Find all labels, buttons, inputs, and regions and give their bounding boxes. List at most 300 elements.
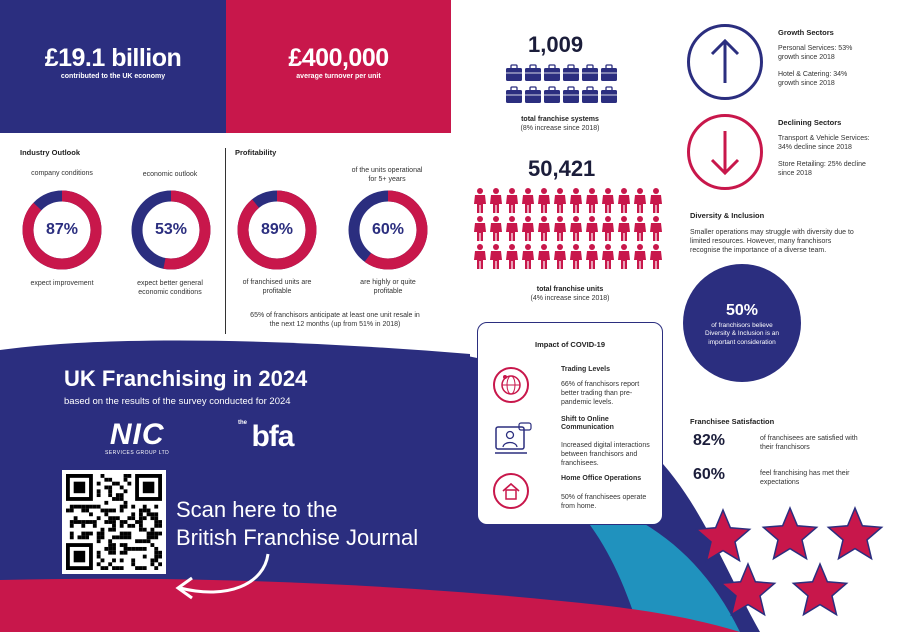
qr-module	[108, 528, 112, 532]
satisfaction-title: Franchisee Satisfaction	[690, 417, 775, 426]
online-text: Increased digital interactions between franchisors and franchisees.	[561, 442, 650, 468]
qr-module	[147, 539, 151, 543]
qr-module	[135, 566, 139, 570]
qr-module	[104, 478, 108, 482]
person-icon	[490, 244, 502, 269]
hero-subtitle: based on the results of the survey conducted for 2024	[64, 396, 291, 407]
person-icon	[602, 216, 614, 241]
qr-module	[97, 532, 101, 536]
qr-module	[124, 501, 128, 505]
qr-module	[85, 509, 89, 513]
person-icon	[522, 244, 534, 269]
person-icon	[554, 216, 566, 241]
qr-module	[116, 493, 120, 497]
qr-module	[70, 532, 74, 536]
briefcase-icon	[525, 65, 541, 81]
qr-module	[108, 493, 112, 497]
qr-module	[104, 486, 108, 490]
qr-module	[101, 535, 105, 539]
briefcase-grid	[505, 64, 617, 106]
turnover-caption: average turnover per unit	[296, 73, 381, 80]
systems-label: total franchise systems	[521, 116, 599, 123]
qr-module	[108, 543, 112, 547]
satisfaction-stat2-value: 60%	[693, 466, 726, 483]
qr-module	[97, 493, 101, 497]
qr-module	[135, 547, 139, 551]
qr-module	[85, 535, 89, 539]
person-icon	[474, 188, 486, 213]
qr-module	[108, 489, 112, 493]
qr-module	[154, 551, 158, 555]
qr-module	[85, 532, 89, 536]
star-icon	[763, 508, 816, 559]
qr-module	[135, 539, 139, 543]
qr-module	[127, 547, 131, 551]
bfa-logo: $^{the}$ bfa	[238, 420, 294, 453]
stars-decoration	[690, 500, 895, 630]
qr-module	[127, 535, 131, 539]
qr-module	[150, 562, 154, 566]
qr-module	[154, 535, 158, 539]
person-icon	[538, 216, 550, 241]
qr-module	[131, 505, 135, 509]
profitable-units-value: 89%	[260, 221, 294, 238]
qr-module	[81, 520, 85, 524]
profitable-units-caption: of franchised units are profitable	[242, 279, 312, 296]
people-grid	[472, 188, 664, 270]
declining-title: Declining Sectors	[778, 118, 842, 127]
qr-module	[101, 532, 105, 536]
units-sub: (4% increase since 2018)	[530, 295, 610, 302]
qr-module	[131, 512, 135, 516]
briefcase-icon	[544, 87, 560, 103]
qr-module	[124, 543, 128, 547]
qr-module	[150, 512, 154, 516]
qr-module	[74, 482, 86, 494]
qr-module	[120, 543, 124, 547]
operational-units-label: of the units operational for 5+ years	[351, 167, 423, 184]
qr-module	[120, 535, 124, 539]
qr-module	[104, 509, 108, 513]
qr-module	[104, 512, 108, 516]
qr-module	[124, 474, 128, 478]
person-icon	[506, 244, 518, 269]
person-icon	[618, 244, 630, 269]
qr-module	[116, 497, 120, 501]
qr-module	[74, 520, 78, 524]
person-icon	[618, 188, 630, 213]
qr-module	[97, 535, 101, 539]
qr-module	[97, 562, 101, 566]
home-title: Home Office Operations	[561, 475, 642, 482]
qr-module	[108, 509, 112, 513]
qr-module	[97, 482, 101, 486]
qr-module	[124, 532, 128, 536]
online-title: Shift to Online Communication	[561, 416, 614, 432]
qr-module	[120, 497, 124, 501]
qr-module	[112, 516, 116, 520]
qr-module	[97, 516, 101, 520]
qr-module	[124, 489, 128, 493]
qr-module	[81, 505, 85, 509]
qr-module	[131, 558, 135, 562]
home-text: 50% of franchisees operate from home.	[561, 494, 647, 511]
qr-module	[78, 505, 82, 509]
qr-module	[81, 535, 85, 539]
briefcase-icon	[544, 65, 560, 81]
qr-module	[116, 535, 120, 539]
person-icon	[634, 188, 646, 213]
operational-units-caption: are highly or quite profitable	[360, 279, 416, 296]
person-icon	[506, 188, 518, 213]
qr-module	[124, 535, 128, 539]
qr-module	[89, 520, 93, 524]
qr-module	[116, 482, 120, 486]
economy-banner	[0, 0, 226, 133]
qr-module	[104, 566, 108, 570]
briefcase-icon	[582, 65, 598, 81]
qr-module	[150, 516, 154, 520]
qr-module	[104, 520, 108, 524]
qr-module	[154, 505, 158, 509]
hero-title: UK Franchising in 2024	[64, 366, 308, 391]
qr-module	[101, 509, 105, 513]
qr-module	[112, 528, 116, 532]
qr-module	[120, 505, 124, 509]
qr-module	[108, 562, 112, 566]
qr-module	[124, 520, 128, 524]
qr-module	[104, 501, 108, 505]
qr-module	[158, 562, 162, 566]
qr-module	[112, 520, 116, 524]
briefcase-icon	[506, 87, 522, 103]
person-icon	[570, 216, 582, 241]
qr-module	[158, 555, 162, 559]
qr-module	[74, 516, 78, 520]
qr-module	[127, 516, 131, 520]
qr-module	[70, 509, 74, 513]
person-icon	[522, 216, 534, 241]
qr-module	[131, 562, 135, 566]
qr-module	[120, 524, 124, 528]
qr-module	[108, 478, 112, 482]
qr-module	[127, 474, 131, 478]
qr-module	[139, 547, 143, 551]
qr-module	[97, 555, 101, 559]
qr-module	[147, 532, 151, 536]
person-icon	[554, 188, 566, 213]
growth-item-personal: Personal Services: 53% growth since 2018	[778, 45, 853, 62]
home-icon	[493, 473, 529, 509]
qr-module	[93, 505, 97, 509]
qr-module	[131, 524, 135, 528]
qr-module	[124, 505, 128, 509]
person-icon	[650, 216, 662, 241]
qr-module	[74, 505, 78, 509]
qr-module	[70, 524, 74, 528]
qr-module	[139, 528, 143, 532]
diversity-title: Diversity & Inclusion	[690, 211, 765, 220]
turnover-value: £400,000	[288, 44, 389, 72]
person-icon	[474, 216, 486, 241]
qr-module	[78, 520, 82, 524]
economic-outlook-value: 53%	[154, 221, 188, 238]
qr-module	[112, 524, 116, 528]
briefcase-icon	[601, 87, 617, 103]
star-icon	[793, 564, 846, 615]
qr-module	[112, 482, 116, 486]
qr-module	[154, 555, 158, 559]
growth-item-hotel: Hotel & Catering: 34% growth since 2018	[778, 71, 848, 88]
units-label: total franchise units	[536, 286, 604, 293]
person-icon	[602, 188, 614, 213]
person-icon	[586, 216, 598, 241]
qr-module	[120, 551, 124, 555]
person-icon	[650, 244, 662, 269]
qr-module	[124, 478, 128, 482]
profitability-title: Profitability	[235, 148, 277, 157]
operational-units-value: 60%	[371, 221, 405, 238]
person-icon	[474, 244, 486, 269]
qr-module	[74, 551, 86, 563]
person-icon	[586, 188, 598, 213]
growth-title: Growth Sectors	[778, 28, 834, 37]
qr-module	[101, 528, 105, 532]
qr-module	[120, 520, 124, 524]
globe-virus-icon	[493, 367, 529, 403]
person-icon	[554, 244, 566, 269]
qr-module	[150, 543, 154, 547]
person-icon	[570, 244, 582, 269]
qr-module	[139, 539, 143, 543]
section-divider	[225, 148, 226, 334]
qr-module	[124, 551, 128, 555]
qr-module	[112, 543, 116, 547]
qr-module	[112, 547, 116, 551]
qr-code[interactable]	[62, 470, 166, 574]
qr-module	[101, 566, 105, 570]
resale-note: 65% of franchisors anticipate at least one unit resale in the next 12 months (up from 51% in 2018)	[250, 312, 420, 329]
systems-sub: (8% increase since 2018)	[520, 125, 600, 132]
star-icon	[721, 564, 774, 615]
qr-module	[154, 524, 158, 528]
video-call-icon	[493, 421, 533, 461]
qr-module	[139, 520, 143, 524]
qr-module	[150, 528, 154, 532]
qr-module	[70, 520, 74, 524]
qr-module	[108, 547, 112, 551]
person-icon	[506, 216, 518, 241]
qr-module	[143, 505, 147, 509]
qr-module	[154, 532, 158, 536]
person-icon	[586, 244, 598, 269]
qr-module	[112, 509, 116, 513]
qr-module	[127, 482, 131, 486]
qr-module	[147, 512, 151, 516]
qr-module	[81, 532, 85, 536]
qr-module	[131, 547, 135, 551]
curved-arrow-icon	[168, 548, 278, 608]
company-conditions-caption: expect improvement	[30, 280, 94, 287]
qr-module	[112, 535, 116, 539]
person-icon	[490, 216, 502, 241]
qr-module	[154, 516, 158, 520]
briefcase-icon	[601, 65, 617, 81]
units-value: 50,421	[528, 156, 596, 181]
qr-module	[89, 532, 93, 536]
declining-item-retail: Store Retailing: 25% decline since 2018	[778, 161, 866, 178]
qr-module	[120, 566, 124, 570]
qr-module	[108, 516, 112, 520]
qr-module	[108, 520, 112, 524]
qr-module	[112, 566, 116, 570]
qr-module	[143, 482, 155, 494]
qr-module	[81, 509, 85, 513]
qr-module	[120, 558, 124, 562]
qr-module	[108, 551, 112, 555]
qr-module	[147, 509, 151, 513]
nic-logo: NIC SERVICES GROUP LTD	[105, 418, 170, 456]
qr-module	[127, 524, 131, 528]
industry-outlook-title: Industry Outlook	[20, 148, 80, 157]
qr-module	[158, 524, 162, 528]
qr-module	[112, 558, 116, 562]
company-conditions-value: 87%	[45, 221, 79, 238]
person-icon	[538, 244, 550, 269]
declining-item-transport: Transport & Vehicle Services: 34% decline since 2018	[778, 135, 870, 152]
qr-module	[143, 555, 147, 559]
profitable-units-donut	[237, 190, 317, 270]
economic-outlook-caption: expect better general economic conditions	[137, 280, 203, 297]
qr-module	[154, 558, 158, 562]
person-icon	[650, 188, 662, 213]
operational-units-donut	[348, 190, 428, 270]
briefcase-icon	[563, 65, 579, 81]
qr-module	[97, 539, 101, 543]
diversity-circle: 50% of franchisors believe Diversity & Inclusion is an important consideration	[683, 264, 801, 382]
qr-module	[89, 505, 93, 509]
qr-module	[89, 512, 93, 516]
diversity-text: Smaller operations may struggle with diversity due to limited resources. However, many franchisors recognise the importance of a diverse team.	[690, 229, 854, 255]
economy-caption: contributed to the UK economy	[60, 73, 166, 80]
arrow-down-icon	[687, 114, 763, 190]
qr-module	[93, 520, 97, 524]
satisfaction-stat1-text: of franchisees are satisfied with their franchisors	[760, 435, 858, 452]
star-icon	[828, 508, 881, 559]
company-conditions-label: company conditions	[31, 170, 93, 177]
qr-module	[85, 505, 89, 509]
qr-module	[66, 509, 70, 513]
economic-outlook-label: economic outlook	[142, 171, 198, 178]
economy-value: £19.1 billion	[44, 44, 182, 72]
qr-module	[143, 547, 147, 551]
star-icon	[696, 510, 749, 561]
qr-module	[154, 547, 158, 551]
qr-module	[93, 524, 97, 528]
qr-module	[78, 535, 82, 539]
qr-module	[143, 509, 147, 513]
qr-module	[139, 509, 143, 513]
qr-module	[108, 539, 112, 543]
satisfaction-stat2-text: feel franchising has met their expectations	[760, 470, 850, 487]
qr-module	[158, 520, 162, 524]
qr-module	[85, 520, 89, 524]
turnover-banner	[226, 0, 451, 133]
qr-module	[120, 493, 124, 497]
qr-module	[143, 528, 147, 532]
qr-module	[112, 497, 116, 501]
economic-outlook-donut	[131, 190, 211, 270]
qr-module	[154, 512, 158, 516]
briefcase-icon	[563, 87, 579, 103]
scan-text: Scan here to the British Franchise Journal	[176, 497, 419, 550]
qr-module	[150, 535, 154, 539]
qr-module	[97, 489, 101, 493]
qr-module	[139, 516, 143, 520]
qr-module	[120, 486, 124, 490]
qr-module	[150, 558, 154, 562]
person-icon	[490, 188, 502, 213]
person-icon	[634, 244, 646, 269]
qr-module	[104, 547, 108, 551]
qr-module	[127, 532, 131, 536]
qr-module	[139, 566, 143, 570]
trading-title: Trading Levels	[561, 366, 611, 373]
qr-module	[70, 505, 74, 509]
briefcase-icon	[506, 65, 522, 81]
qr-module	[124, 547, 128, 551]
qr-module	[120, 532, 124, 536]
person-icon	[602, 244, 614, 269]
briefcase-icon	[525, 87, 541, 103]
qr-module	[147, 535, 151, 539]
qr-module	[116, 566, 120, 570]
qr-module	[139, 512, 143, 516]
qr-module	[154, 520, 158, 524]
qr-module	[101, 474, 105, 478]
arrow-up-icon	[687, 24, 763, 100]
qr-module	[143, 566, 147, 570]
trading-text: 66% of franchisors report better trading than pre- pandemic levels.	[561, 381, 640, 407]
qr-module	[101, 558, 105, 562]
qr-module	[139, 524, 143, 528]
qr-module	[143, 539, 147, 543]
qr-module	[131, 516, 135, 520]
qr-module	[97, 551, 101, 555]
qr-module	[108, 486, 112, 490]
satisfaction-stat1-value: 82%	[693, 432, 726, 449]
qr-module	[135, 520, 139, 524]
person-icon	[538, 188, 550, 213]
qr-module	[120, 509, 124, 513]
systems-value: 1,009	[528, 32, 584, 57]
qr-module	[112, 551, 116, 555]
qr-module	[116, 516, 120, 520]
person-icon	[634, 216, 646, 241]
qr-module	[158, 532, 162, 536]
qr-module	[154, 566, 158, 570]
qr-module	[70, 535, 74, 539]
company-conditions-donut	[22, 190, 102, 270]
person-icon	[522, 188, 534, 213]
covid-impact-card	[477, 322, 663, 525]
covid-title: Impact of COVID-19	[534, 340, 605, 349]
qr-module	[81, 524, 85, 528]
qr-module	[158, 551, 162, 555]
qr-module	[150, 532, 154, 536]
person-icon	[570, 188, 582, 213]
qr-module	[97, 505, 101, 509]
